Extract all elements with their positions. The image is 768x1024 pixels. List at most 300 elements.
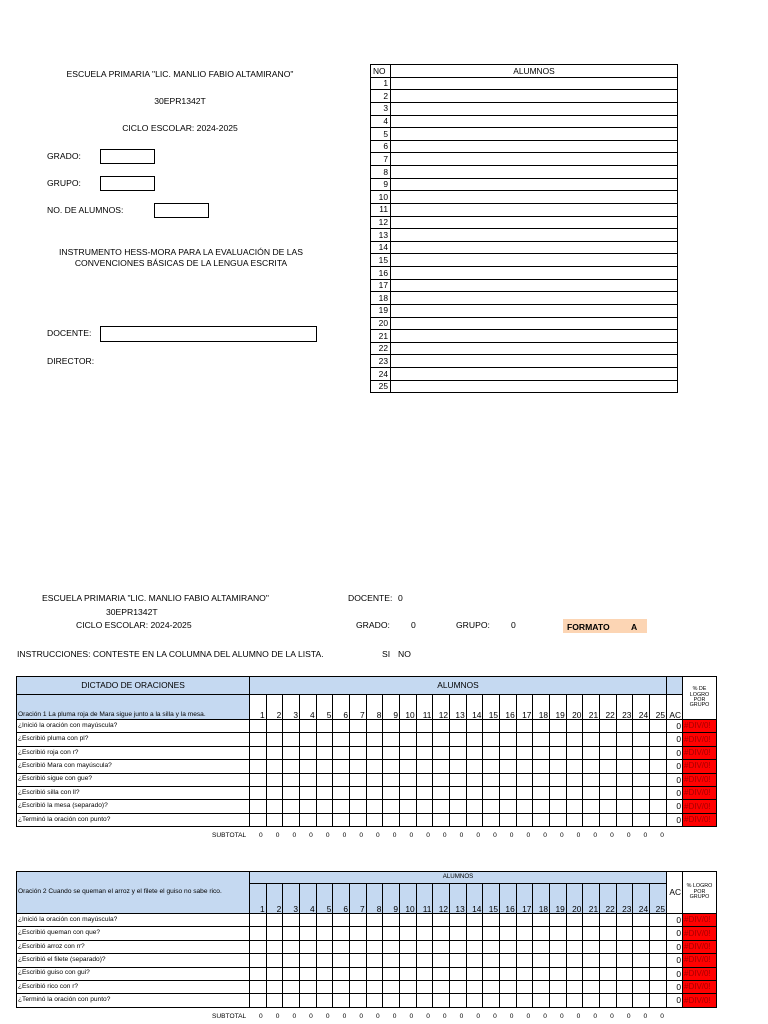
answer-cell[interactable] bbox=[350, 980, 367, 993]
answer-cell[interactable] bbox=[350, 954, 367, 967]
answer-cell[interactable] bbox=[416, 967, 433, 980]
answer-cell[interactable] bbox=[616, 773, 633, 786]
answer-cell[interactable] bbox=[583, 800, 600, 813]
answer-cell[interactable] bbox=[400, 760, 417, 773]
answer-cell[interactable] bbox=[366, 813, 383, 826]
answer-cell[interactable] bbox=[566, 980, 583, 993]
answer-cell[interactable] bbox=[566, 746, 583, 759]
answer-cell[interactable] bbox=[450, 914, 467, 927]
answer-cell[interactable] bbox=[250, 980, 267, 993]
answer-cell[interactable] bbox=[316, 800, 333, 813]
answer-cell[interactable] bbox=[600, 954, 617, 967]
answer-cell[interactable] bbox=[533, 914, 550, 927]
answer-cell[interactable] bbox=[400, 813, 417, 826]
answer-cell[interactable] bbox=[433, 733, 450, 746]
answer-cell[interactable] bbox=[266, 914, 283, 927]
answer-cell[interactable] bbox=[600, 720, 617, 733]
answer-cell[interactable] bbox=[333, 940, 350, 953]
answer-cell[interactable] bbox=[266, 967, 283, 980]
answer-cell[interactable] bbox=[516, 786, 533, 799]
answer-cell[interactable] bbox=[483, 813, 500, 826]
answer-cell[interactable] bbox=[450, 746, 467, 759]
answer-cell[interactable] bbox=[616, 994, 633, 1007]
answer-cell[interactable] bbox=[416, 980, 433, 993]
answer-cell[interactable] bbox=[450, 800, 467, 813]
answer-cell[interactable] bbox=[250, 994, 267, 1007]
answer-cell[interactable] bbox=[600, 746, 617, 759]
answer-cell[interactable] bbox=[300, 927, 317, 940]
answer-cell[interactable] bbox=[450, 720, 467, 733]
answer-cell[interactable] bbox=[316, 980, 333, 993]
answer-cell[interactable] bbox=[383, 733, 400, 746]
answer-cell[interactable] bbox=[266, 773, 283, 786]
answer-cell[interactable] bbox=[250, 733, 267, 746]
answer-cell[interactable] bbox=[366, 786, 383, 799]
answer-cell[interactable] bbox=[500, 980, 517, 993]
answer-cell[interactable] bbox=[533, 720, 550, 733]
roster-student-name-cell[interactable] bbox=[391, 102, 678, 115]
roster-student-name-cell[interactable] bbox=[391, 292, 678, 305]
answer-cell[interactable] bbox=[316, 927, 333, 940]
answer-cell[interactable] bbox=[283, 733, 300, 746]
answer-cell[interactable] bbox=[300, 773, 317, 786]
roster-student-name-cell[interactable] bbox=[391, 380, 678, 393]
answer-cell[interactable] bbox=[400, 800, 417, 813]
roster-student-name-cell[interactable] bbox=[391, 128, 678, 141]
answer-cell[interactable] bbox=[516, 967, 533, 980]
answer-cell[interactable] bbox=[416, 800, 433, 813]
answer-cell[interactable] bbox=[566, 994, 583, 1007]
answer-cell[interactable] bbox=[433, 746, 450, 759]
answer-cell[interactable] bbox=[400, 773, 417, 786]
answer-cell[interactable] bbox=[366, 773, 383, 786]
answer-cell[interactable] bbox=[483, 967, 500, 980]
answer-cell[interactable] bbox=[533, 927, 550, 940]
answer-cell[interactable] bbox=[450, 954, 467, 967]
answer-cell[interactable] bbox=[366, 967, 383, 980]
answer-cell[interactable] bbox=[333, 927, 350, 940]
roster-student-name-cell[interactable] bbox=[391, 77, 678, 90]
answer-cell[interactable] bbox=[566, 954, 583, 967]
answer-cell[interactable] bbox=[566, 720, 583, 733]
answer-cell[interactable] bbox=[500, 760, 517, 773]
answer-cell[interactable] bbox=[566, 914, 583, 927]
answer-cell[interactable] bbox=[566, 786, 583, 799]
answer-cell[interactable] bbox=[500, 746, 517, 759]
answer-cell[interactable] bbox=[250, 800, 267, 813]
answer-cell[interactable] bbox=[283, 720, 300, 733]
answer-cell[interactable] bbox=[600, 800, 617, 813]
answer-cell[interactable] bbox=[366, 800, 383, 813]
answer-cell[interactable] bbox=[566, 760, 583, 773]
answer-cell[interactable] bbox=[466, 954, 483, 967]
answer-cell[interactable] bbox=[350, 773, 367, 786]
alumnos-count-field[interactable] bbox=[154, 203, 209, 218]
answer-cell[interactable] bbox=[566, 800, 583, 813]
answer-cell[interactable] bbox=[633, 786, 650, 799]
answer-cell[interactable] bbox=[316, 773, 333, 786]
answer-cell[interactable] bbox=[333, 967, 350, 980]
answer-cell[interactable] bbox=[466, 733, 483, 746]
answer-cell[interactable] bbox=[533, 773, 550, 786]
answer-cell[interactable] bbox=[316, 940, 333, 953]
answer-cell[interactable] bbox=[333, 733, 350, 746]
roster-student-name-cell[interactable] bbox=[391, 342, 678, 355]
answer-cell[interactable] bbox=[550, 954, 567, 967]
answer-cell[interactable] bbox=[316, 967, 333, 980]
answer-cell[interactable] bbox=[266, 994, 283, 1007]
answer-cell[interactable] bbox=[400, 967, 417, 980]
answer-cell[interactable] bbox=[250, 786, 267, 799]
answer-cell[interactable] bbox=[416, 760, 433, 773]
answer-cell[interactable] bbox=[383, 773, 400, 786]
answer-cell[interactable] bbox=[283, 940, 300, 953]
answer-cell[interactable] bbox=[500, 773, 517, 786]
answer-cell[interactable] bbox=[400, 927, 417, 940]
answer-cell[interactable] bbox=[516, 980, 533, 993]
answer-cell[interactable] bbox=[383, 813, 400, 826]
answer-cell[interactable] bbox=[500, 954, 517, 967]
roster-student-name-cell[interactable] bbox=[391, 153, 678, 166]
answer-cell[interactable] bbox=[466, 773, 483, 786]
answer-cell[interactable] bbox=[550, 967, 567, 980]
answer-cell[interactable] bbox=[433, 786, 450, 799]
roster-student-name-cell[interactable] bbox=[391, 166, 678, 179]
answer-cell[interactable] bbox=[616, 813, 633, 826]
answer-cell[interactable] bbox=[500, 927, 517, 940]
answer-cell[interactable] bbox=[300, 786, 317, 799]
answer-cell[interactable] bbox=[400, 940, 417, 953]
answer-cell[interactable] bbox=[600, 813, 617, 826]
answer-cell[interactable] bbox=[433, 927, 450, 940]
answer-cell[interactable] bbox=[366, 994, 383, 1007]
answer-cell[interactable] bbox=[583, 786, 600, 799]
answer-cell[interactable] bbox=[416, 733, 433, 746]
answer-cell[interactable] bbox=[516, 813, 533, 826]
answer-cell[interactable] bbox=[283, 760, 300, 773]
answer-cell[interactable] bbox=[383, 786, 400, 799]
answer-cell[interactable] bbox=[550, 800, 567, 813]
answer-cell[interactable] bbox=[433, 773, 450, 786]
answer-cell[interactable] bbox=[300, 760, 317, 773]
answer-cell[interactable] bbox=[450, 813, 467, 826]
answer-cell[interactable] bbox=[250, 967, 267, 980]
answer-cell[interactable] bbox=[583, 927, 600, 940]
answer-cell[interactable] bbox=[333, 994, 350, 1007]
roster-student-name-cell[interactable] bbox=[391, 140, 678, 153]
answer-cell[interactable] bbox=[350, 940, 367, 953]
answer-cell[interactable] bbox=[650, 786, 667, 799]
answer-cell[interactable] bbox=[366, 940, 383, 953]
answer-cell[interactable] bbox=[266, 800, 283, 813]
answer-cell[interactable] bbox=[633, 773, 650, 786]
answer-cell[interactable] bbox=[316, 954, 333, 967]
answer-cell[interactable] bbox=[333, 773, 350, 786]
answer-cell[interactable] bbox=[266, 927, 283, 940]
answer-cell[interactable] bbox=[550, 733, 567, 746]
answer-cell[interactable] bbox=[333, 954, 350, 967]
answer-cell[interactable] bbox=[650, 760, 667, 773]
answer-cell[interactable] bbox=[366, 720, 383, 733]
answer-cell[interactable] bbox=[266, 980, 283, 993]
answer-cell[interactable] bbox=[350, 967, 367, 980]
answer-cell[interactable] bbox=[466, 746, 483, 759]
answer-cell[interactable] bbox=[566, 813, 583, 826]
answer-cell[interactable] bbox=[350, 760, 367, 773]
answer-cell[interactable] bbox=[633, 720, 650, 733]
answer-cell[interactable] bbox=[383, 914, 400, 927]
answer-cell[interactable] bbox=[533, 980, 550, 993]
answer-cell[interactable] bbox=[650, 994, 667, 1007]
answer-cell[interactable] bbox=[500, 813, 517, 826]
answer-cell[interactable] bbox=[366, 733, 383, 746]
answer-cell[interactable] bbox=[400, 914, 417, 927]
answer-cell[interactable] bbox=[300, 733, 317, 746]
answer-cell[interactable] bbox=[350, 914, 367, 927]
answer-cell[interactable] bbox=[600, 786, 617, 799]
answer-cell[interactable] bbox=[500, 720, 517, 733]
roster-student-name-cell[interactable] bbox=[391, 90, 678, 103]
answer-cell[interactable] bbox=[516, 800, 533, 813]
answer-cell[interactable] bbox=[600, 967, 617, 980]
answer-cell[interactable] bbox=[400, 994, 417, 1007]
answer-cell[interactable] bbox=[616, 927, 633, 940]
answer-cell[interactable] bbox=[250, 773, 267, 786]
answer-cell[interactable] bbox=[500, 940, 517, 953]
answer-cell[interactable] bbox=[266, 760, 283, 773]
answer-cell[interactable] bbox=[633, 927, 650, 940]
answer-cell[interactable] bbox=[566, 773, 583, 786]
roster-student-name-cell[interactable] bbox=[391, 178, 678, 191]
answer-cell[interactable] bbox=[300, 940, 317, 953]
answer-cell[interactable] bbox=[433, 813, 450, 826]
roster-student-name-cell[interactable] bbox=[391, 368, 678, 381]
answer-cell[interactable] bbox=[550, 773, 567, 786]
docente-field[interactable] bbox=[100, 326, 317, 342]
roster-student-name-cell[interactable] bbox=[391, 330, 678, 343]
answer-cell[interactable] bbox=[583, 980, 600, 993]
answer-cell[interactable] bbox=[533, 994, 550, 1007]
answer-cell[interactable] bbox=[283, 914, 300, 927]
answer-cell[interactable] bbox=[583, 773, 600, 786]
answer-cell[interactable] bbox=[583, 813, 600, 826]
answer-cell[interactable] bbox=[533, 940, 550, 953]
answer-cell[interactable] bbox=[416, 994, 433, 1007]
answer-cell[interactable] bbox=[333, 720, 350, 733]
answer-cell[interactable] bbox=[283, 980, 300, 993]
answer-cell[interactable] bbox=[400, 786, 417, 799]
answer-cell[interactable] bbox=[266, 720, 283, 733]
answer-cell[interactable] bbox=[500, 733, 517, 746]
answer-cell[interactable] bbox=[600, 994, 617, 1007]
answer-cell[interactable] bbox=[400, 746, 417, 759]
answer-cell[interactable] bbox=[366, 927, 383, 940]
answer-cell[interactable] bbox=[650, 773, 667, 786]
answer-cell[interactable] bbox=[633, 954, 650, 967]
roster-student-name-cell[interactable] bbox=[391, 267, 678, 280]
answer-cell[interactable] bbox=[466, 800, 483, 813]
answer-cell[interactable] bbox=[483, 914, 500, 927]
answer-cell[interactable] bbox=[416, 746, 433, 759]
answer-cell[interactable] bbox=[583, 914, 600, 927]
answer-cell[interactable] bbox=[516, 773, 533, 786]
roster-student-name-cell[interactable] bbox=[391, 254, 678, 267]
grupo-field[interactable] bbox=[100, 176, 155, 191]
answer-cell[interactable] bbox=[600, 914, 617, 927]
answer-cell[interactable] bbox=[550, 914, 567, 927]
answer-cell[interactable] bbox=[350, 927, 367, 940]
answer-cell[interactable] bbox=[450, 940, 467, 953]
answer-cell[interactable] bbox=[400, 954, 417, 967]
answer-cell[interactable] bbox=[483, 733, 500, 746]
answer-cell[interactable] bbox=[483, 746, 500, 759]
answer-cell[interactable] bbox=[633, 914, 650, 927]
roster-student-name-cell[interactable] bbox=[391, 304, 678, 317]
answer-cell[interactable] bbox=[300, 813, 317, 826]
answer-cell[interactable] bbox=[433, 967, 450, 980]
answer-cell[interactable] bbox=[550, 813, 567, 826]
answer-cell[interactable] bbox=[300, 967, 317, 980]
answer-cell[interactable] bbox=[616, 746, 633, 759]
answer-cell[interactable] bbox=[600, 773, 617, 786]
answer-cell[interactable] bbox=[650, 940, 667, 953]
answer-cell[interactable] bbox=[583, 733, 600, 746]
answer-cell[interactable] bbox=[616, 720, 633, 733]
answer-cell[interactable] bbox=[600, 940, 617, 953]
answer-cell[interactable] bbox=[266, 954, 283, 967]
answer-cell[interactable] bbox=[383, 994, 400, 1007]
answer-cell[interactable] bbox=[300, 746, 317, 759]
answer-cell[interactable] bbox=[500, 786, 517, 799]
answer-cell[interactable] bbox=[633, 800, 650, 813]
answer-cell[interactable] bbox=[633, 994, 650, 1007]
answer-cell[interactable] bbox=[433, 914, 450, 927]
answer-cell[interactable] bbox=[450, 994, 467, 1007]
answer-cell[interactable] bbox=[366, 914, 383, 927]
answer-cell[interactable] bbox=[250, 720, 267, 733]
answer-cell[interactable] bbox=[566, 733, 583, 746]
answer-cell[interactable] bbox=[266, 813, 283, 826]
roster-student-name-cell[interactable] bbox=[391, 317, 678, 330]
answer-cell[interactable] bbox=[416, 940, 433, 953]
roster-student-name-cell[interactable] bbox=[391, 115, 678, 128]
answer-cell[interactable] bbox=[550, 786, 567, 799]
answer-cell[interactable] bbox=[366, 954, 383, 967]
answer-cell[interactable] bbox=[433, 720, 450, 733]
answer-cell[interactable] bbox=[283, 813, 300, 826]
answer-cell[interactable] bbox=[350, 786, 367, 799]
answer-cell[interactable] bbox=[383, 720, 400, 733]
answer-cell[interactable] bbox=[583, 746, 600, 759]
answer-cell[interactable] bbox=[566, 927, 583, 940]
answer-cell[interactable] bbox=[466, 967, 483, 980]
answer-cell[interactable] bbox=[466, 914, 483, 927]
answer-cell[interactable] bbox=[316, 746, 333, 759]
answer-cell[interactable] bbox=[283, 954, 300, 967]
answer-cell[interactable] bbox=[650, 954, 667, 967]
answer-cell[interactable] bbox=[333, 746, 350, 759]
answer-cell[interactable] bbox=[650, 813, 667, 826]
answer-cell[interactable] bbox=[316, 994, 333, 1007]
answer-cell[interactable] bbox=[550, 760, 567, 773]
answer-cell[interactable] bbox=[316, 813, 333, 826]
answer-cell[interactable] bbox=[583, 760, 600, 773]
answer-cell[interactable] bbox=[516, 994, 533, 1007]
answer-cell[interactable] bbox=[450, 967, 467, 980]
answer-cell[interactable] bbox=[283, 927, 300, 940]
answer-cell[interactable] bbox=[600, 927, 617, 940]
answer-cell[interactable] bbox=[566, 967, 583, 980]
answer-cell[interactable] bbox=[333, 760, 350, 773]
answer-cell[interactable] bbox=[400, 720, 417, 733]
answer-cell[interactable] bbox=[450, 733, 467, 746]
answer-cell[interactable] bbox=[250, 813, 267, 826]
answer-cell[interactable] bbox=[533, 746, 550, 759]
answer-cell[interactable] bbox=[400, 980, 417, 993]
roster-student-name-cell[interactable] bbox=[391, 229, 678, 242]
answer-cell[interactable] bbox=[316, 786, 333, 799]
answer-cell[interactable] bbox=[533, 733, 550, 746]
answer-cell[interactable] bbox=[283, 800, 300, 813]
answer-cell[interactable] bbox=[633, 733, 650, 746]
answer-cell[interactable] bbox=[266, 733, 283, 746]
answer-cell[interactable] bbox=[483, 954, 500, 967]
answer-cell[interactable] bbox=[500, 914, 517, 927]
answer-cell[interactable] bbox=[300, 980, 317, 993]
answer-cell[interactable] bbox=[650, 967, 667, 980]
answer-cell[interactable] bbox=[583, 940, 600, 953]
answer-cell[interactable] bbox=[383, 927, 400, 940]
answer-cell[interactable] bbox=[533, 813, 550, 826]
answer-cell[interactable] bbox=[433, 800, 450, 813]
answer-cell[interactable] bbox=[600, 733, 617, 746]
answer-cell[interactable] bbox=[433, 940, 450, 953]
answer-cell[interactable] bbox=[500, 967, 517, 980]
answer-cell[interactable] bbox=[533, 967, 550, 980]
answer-cell[interactable] bbox=[616, 954, 633, 967]
answer-cell[interactable] bbox=[416, 927, 433, 940]
answer-cell[interactable] bbox=[383, 967, 400, 980]
answer-cell[interactable] bbox=[616, 914, 633, 927]
answer-cell[interactable] bbox=[416, 813, 433, 826]
answer-cell[interactable] bbox=[633, 940, 650, 953]
answer-cell[interactable] bbox=[300, 800, 317, 813]
answer-cell[interactable] bbox=[333, 813, 350, 826]
answer-cell[interactable] bbox=[250, 760, 267, 773]
answer-cell[interactable] bbox=[483, 786, 500, 799]
answer-cell[interactable] bbox=[583, 994, 600, 1007]
answer-cell[interactable] bbox=[333, 786, 350, 799]
answer-cell[interactable] bbox=[600, 980, 617, 993]
answer-cell[interactable] bbox=[466, 994, 483, 1007]
answer-cell[interactable] bbox=[633, 967, 650, 980]
answer-cell[interactable] bbox=[350, 720, 367, 733]
roster-student-name-cell[interactable] bbox=[391, 203, 678, 216]
answer-cell[interactable] bbox=[383, 980, 400, 993]
answer-cell[interactable] bbox=[350, 994, 367, 1007]
answer-cell[interactable] bbox=[550, 927, 567, 940]
answer-cell[interactable] bbox=[483, 720, 500, 733]
answer-cell[interactable] bbox=[300, 720, 317, 733]
answer-cell[interactable] bbox=[466, 760, 483, 773]
answer-cell[interactable] bbox=[466, 980, 483, 993]
answer-cell[interactable] bbox=[550, 720, 567, 733]
answer-cell[interactable] bbox=[283, 967, 300, 980]
answer-cell[interactable] bbox=[416, 720, 433, 733]
answer-cell[interactable] bbox=[250, 746, 267, 759]
answer-cell[interactable] bbox=[483, 927, 500, 940]
answer-cell[interactable] bbox=[316, 733, 333, 746]
